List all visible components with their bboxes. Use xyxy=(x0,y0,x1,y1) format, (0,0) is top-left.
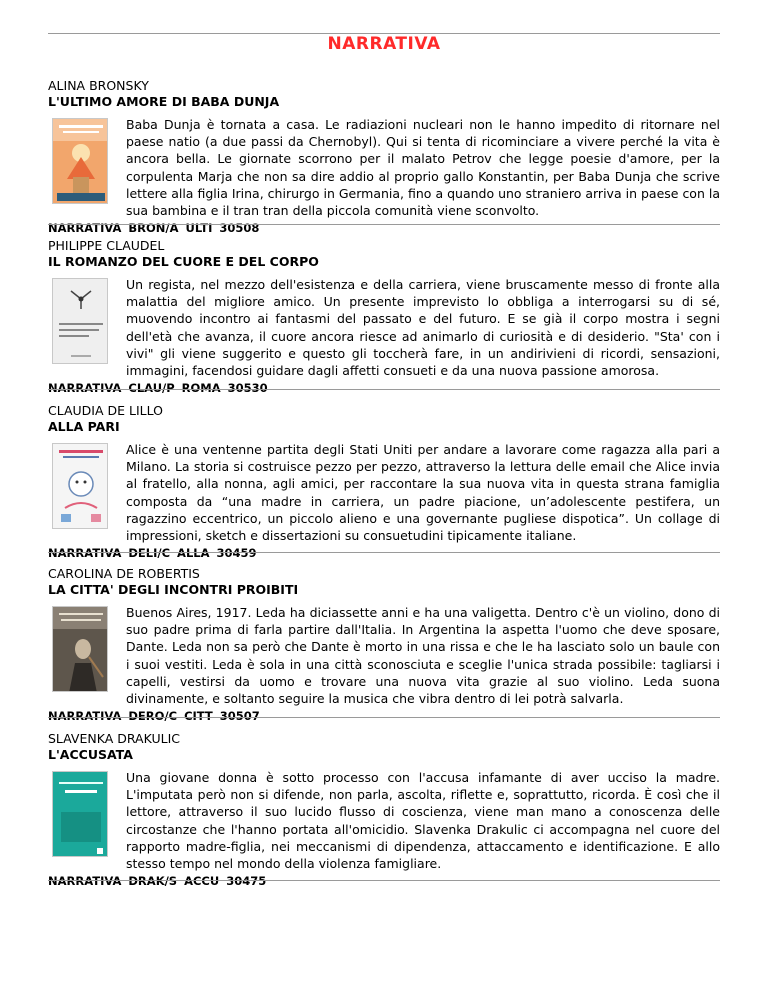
book-cover-image xyxy=(52,443,108,529)
book-entry xyxy=(48,566,720,724)
book-entry xyxy=(48,78,720,236)
book-cover-image xyxy=(52,118,108,204)
book-description: Alice è una ventenne partita degli Stati Uniti per andare a lavorare come ragazza alla pari a Milano. La storia si costruisce pezzo per pezzo, attraverso la lettura delle email che Alice invia al fratello, alla nonna, agli amici, per raccontare la sua nuova vita in questa strana famiglia composta da “una madre in carriera, un padre piacione, un’adolescente pestifera, un ragazzino eccentrico, un piccolo alieno e una governante pugliese dispotica”. Un collage di impressioni, sketch e dissertazioni su consuetudini tipicamente italiane. xyxy=(126,442,720,544)
entry-separator xyxy=(48,389,720,390)
book-entry xyxy=(48,403,720,561)
book-cover-image xyxy=(52,606,108,692)
entry-separator xyxy=(48,552,720,553)
book-title: L'ULTIMO AMORE DI BABA DUNJA xyxy=(48,94,280,109)
book-description: Buenos Aires, 1917. Leda ha diciassette anni e ha una valigetta. Dentro c'è un violino, dono di suo padre prima di farla partire dall'Italia. In Argentina la aspetta l'uomo che deve sposare, Dante. Leda non sa però che Dante è morto in una rissa e che le ha lasciato solo un baule con i suoi vestiti. Leda è sola in una città sconosciuta e sceglie l'unica strada possibile: tagliarsi i capelli, vestirsi da uomo e trovare una nuova vita grazie al suo violino. Leda suona divinamente, e soltanto seguire la musica che vibra dentro di lei potrà salvarla. xyxy=(126,605,720,707)
book-title: L'ACCUSATA xyxy=(48,747,133,762)
book-shelfmark: NARRATIVA DELI/C ALLA 30459 xyxy=(48,546,257,561)
book-cover-image xyxy=(52,278,108,364)
book-cover-image xyxy=(52,771,108,857)
book-shelfmark: NARRATIVA BRON/A ULTI 30508 xyxy=(48,221,260,236)
entry-separator xyxy=(48,224,720,225)
entry-separator xyxy=(48,717,720,718)
book-title: ALLA PARI xyxy=(48,419,120,434)
section-title: NARRATIVA xyxy=(327,34,441,54)
book-description: Baba Dunja è tornata a casa. Le radiazioni nucleari non le hanno impedito di ritornare nel paese natio (a due passi da Chernobyl). Qui si tenta di ricominciare a vivere perché la vita è ancora bella. Le giornate scorrono per il malato Petrov che legge poesie d'amore, per la corpulenta Marja che non sa dire addio al proprio gallo Konstantin, per Baba Dunja che scrive lettere alla figlia Irina, chirurgo in Germania, fino a quando uno straniero arriva in paese con la sua bambina e il tran tran della piccola comunità viene sconvolto. xyxy=(126,117,720,219)
bottom-rule xyxy=(48,880,720,881)
book-author: CAROLINA DE ROBERTIS xyxy=(48,566,200,581)
book-author: PHILIPPE CLAUDEL xyxy=(48,238,165,253)
book-title: LA CITTA' DEGLI INCONTRI PROIBITI xyxy=(48,582,299,597)
book-shelfmark: NARRATIVA DERO/C CITT 30507 xyxy=(48,709,260,724)
book-entry xyxy=(48,731,720,889)
book-description: Un regista, nel mezzo dell'esistenza e della carriera, viene bruscamente messo di fronte alla malattia del migliore amico. Un presente imprevisto lo obbliga a interrogarsi su di sé, muovendo incontro ai fantasmi del passato e del futuro. E se già il corpo mostra i segni dell'età che avanza, il cuore ancora riesce ad animarlo di curiosità e di desiderio. "Sta' con i vivi" gli viene suggerito e questo gli toccherà fare, in un andirivieni di ricordi, sensazioni, immagini, facendosi guidare dagli affetti consueti e da una nuova passione amorosa. xyxy=(126,277,720,379)
book-shelfmark: NARRATIVA DRAK/S ACCU 30475 xyxy=(48,874,267,889)
book-shelfmark: NARRATIVA CLAU/P ROMA 30530 xyxy=(48,381,268,396)
book-title: IL ROMANZO DEL CUORE E DEL CORPO xyxy=(48,254,319,269)
book-author: SLAVENKA DRAKULIC xyxy=(48,731,180,746)
book-author: ALINA BRONSKY xyxy=(48,78,149,93)
book-entry xyxy=(48,238,720,396)
book-author: CLAUDIA DE LILLO xyxy=(48,403,163,418)
book-description: Una giovane donna è sotto processo con l'accusa infamante di aver ucciso la madre. L'imputata però non si difende, non parla, ascolta, riflette e, soprattutto, ricorda. È così che il lettore, attraverso il suo lucido flusso di coscienza, viene man mano a conoscenza delle circostanze che l'hanno portata all'omicidio. Slavenka Drakulic ci accompagna nel cuore del rapporto madre-figlia, nei meccanismi di dipendenza, attaccamento e identificazione. E allo stesso tempo nel mondo della violenza famigliare. xyxy=(126,770,720,872)
